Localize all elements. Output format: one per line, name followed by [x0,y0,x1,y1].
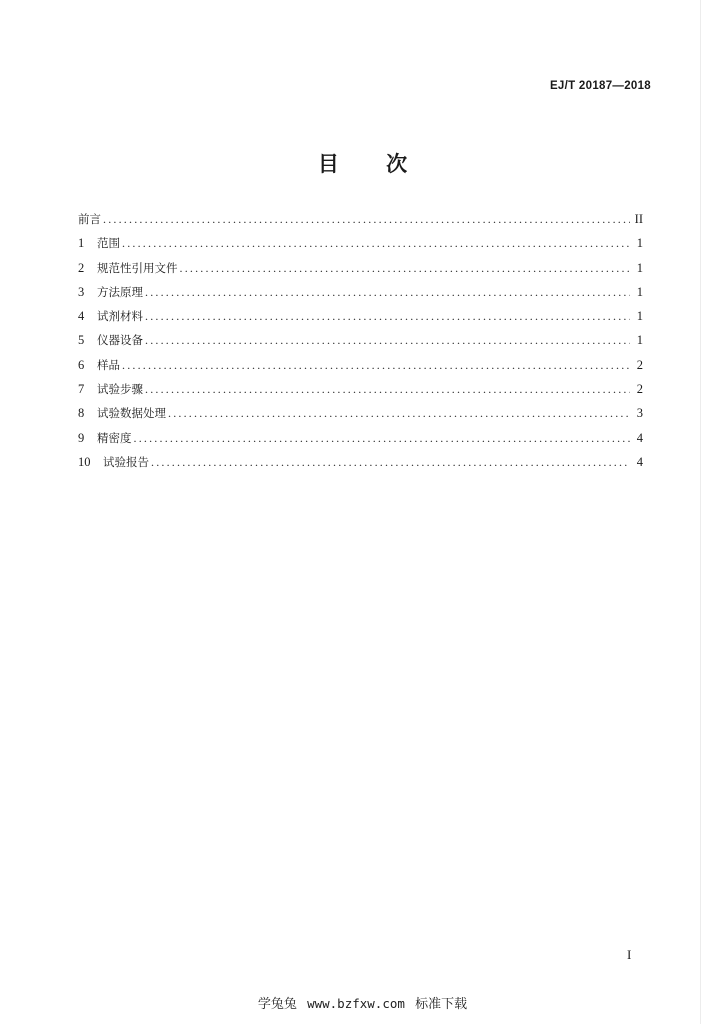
document-code: EJ/T 20187—2018 [549,80,651,92]
toc-item-page: 4 [636,430,643,445]
toc-dot-leader [151,450,630,474]
toc-item-page: 4 [636,454,643,469]
toc-dot-leader [122,353,630,377]
toc-item-label: 试验数据处理 [97,406,166,421]
toc-dot-leader [145,304,630,328]
toc-item-9[interactable] [78,426,643,450]
toc-dot-leader [145,328,630,352]
toc-item-label: 试剂材料 [97,309,143,324]
toc-item-page: 1 [636,284,643,299]
footer-watermark [0,993,725,1012]
toc-item-label: 试验步骤 [97,382,143,397]
table-of-contents [78,207,643,474]
toc-dot-leader [145,377,630,401]
toc-item-number: 7 [78,382,85,397]
footer-tagline: 标准下载 [415,997,468,1012]
toc-item-label: 精密度 [97,430,132,445]
toc-item-page: 2 [636,357,643,372]
toc-item-label: 范围 [97,236,120,251]
toc-dot-leader [168,401,630,425]
toc-item-number: 8 [78,406,85,421]
footer-url[interactable]: www.bzfxw.com [307,996,405,1011]
toc-item-page: 1 [636,333,643,348]
toc-item-number: 5 [78,333,85,348]
toc-item-7[interactable] [78,377,643,401]
toc-item-page: 2 [636,382,643,397]
toc-dot-leader [122,231,630,255]
toc-dot-leader [103,207,630,231]
toc-dot-leader [134,426,631,450]
toc-item-3[interactable] [78,280,643,304]
toc-dot-leader [180,256,631,280]
toc-item-label: 方法原理 [97,284,143,299]
toc-item-number: 3 [78,284,85,299]
toc-item-label: 样品 [97,357,120,372]
toc-item-2[interactable] [78,256,643,280]
toc-item-1[interactable] [78,231,643,255]
toc-item-number: 1 [78,236,85,251]
toc-item-label: 规范性引用文件 [97,260,178,275]
toc-item-page: II [634,212,643,226]
toc-item-label: 试验报告 [103,454,149,469]
toc-item-4[interactable] [78,304,643,328]
toc-item-number: 6 [78,357,85,372]
footer-site-name: 学兔兔 [257,997,297,1012]
toc-item-8[interactable] [78,401,643,425]
toc-item-page: 1 [636,260,643,275]
toc-item-label: 仪器设备 [97,333,143,348]
toc-dot-leader [145,280,630,304]
toc-item-page: 1 [636,309,643,324]
toc-item-5[interactable] [78,328,643,352]
toc-item-10[interactable] [78,450,643,474]
toc-item-number: 4 [78,309,85,324]
toc-item-number: 9 [78,430,85,445]
page-title: 目 次 [317,152,428,176]
toc-item-number: 2 [78,260,85,275]
toc-item-label: 前言 [78,212,101,226]
toc-item-number: 10 [78,454,91,469]
toc-item-page: 3 [636,406,643,421]
page-number: I [627,947,632,962]
toc-item-6[interactable] [78,353,643,377]
toc-item-preface[interactable] [78,207,643,231]
toc-item-page: 1 [636,236,643,251]
